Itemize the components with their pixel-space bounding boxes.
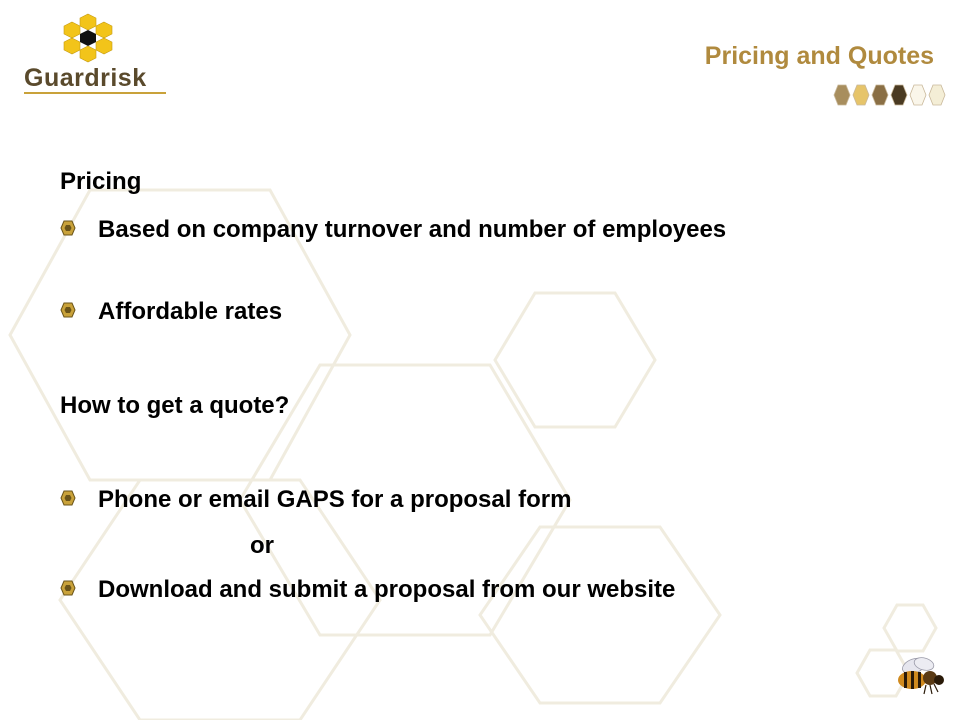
bee-icon bbox=[890, 650, 950, 700]
guardrisk-logo bbox=[10, 10, 160, 90]
or-text: or bbox=[250, 532, 274, 559]
logo-text: Guardrisk bbox=[24, 64, 147, 92]
hexagon-decoration-icon bbox=[884, 605, 936, 651]
bullet-text: Based on company turnover and number of employees bbox=[98, 216, 727, 243]
logo-underline bbox=[24, 92, 166, 94]
honeycomb-bullet-icon bbox=[60, 302, 76, 318]
page-title: Pricing and Quotes bbox=[704, 42, 934, 70]
bullet-text: Affordable rates bbox=[98, 298, 283, 325]
quote-heading: How to get a quote? bbox=[60, 392, 290, 419]
honeycomb-bullet-icon bbox=[60, 220, 76, 236]
honeycomb-logo-icon bbox=[58, 12, 118, 64]
honeycomb-bullet-icon bbox=[60, 580, 76, 596]
honeycomb-bullet-icon bbox=[60, 490, 76, 506]
pricing-heading: Pricing bbox=[60, 168, 142, 195]
hexagon-decoration-icon bbox=[480, 527, 720, 703]
bullet-text: Download and submit a proposal from our website bbox=[98, 576, 676, 603]
bullet-text: Phone or email GAPS for a proposal form bbox=[98, 486, 572, 513]
title-hexagon-strip bbox=[832, 84, 952, 106]
